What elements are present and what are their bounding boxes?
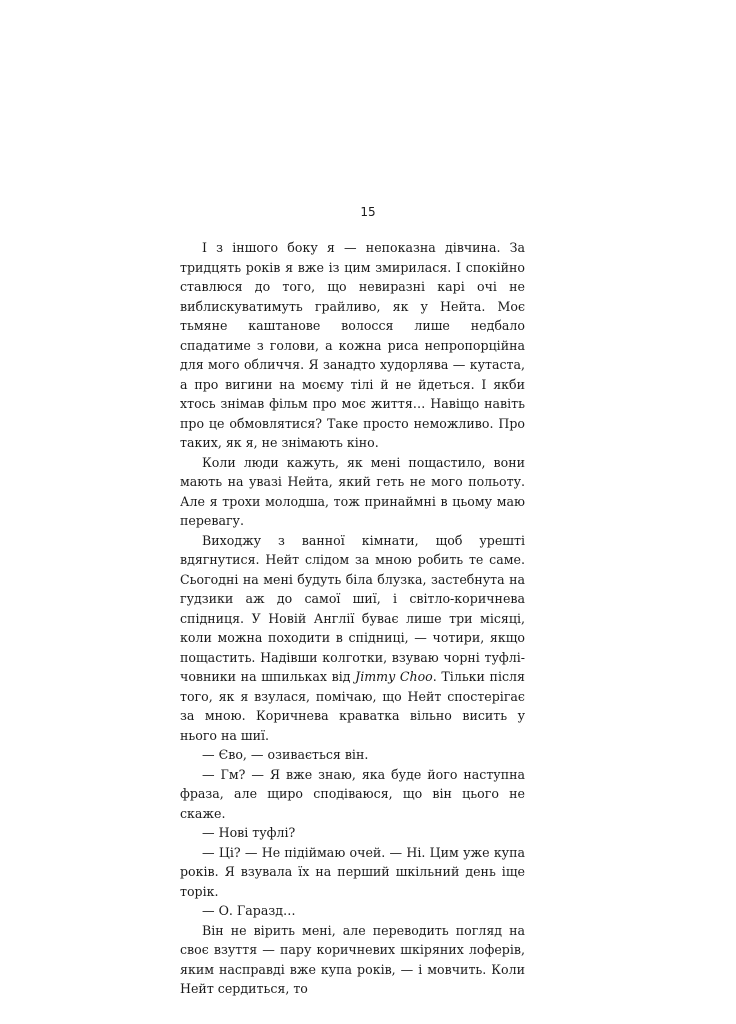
paragraph-5: — Гм? — Я вже знаю, яка буде його наступна фраза, але щиро сподіваюся, що він цього не скаже.	[180, 766, 525, 821]
page-number: 15	[360, 205, 376, 219]
brand-name: Jimmy Choo	[355, 669, 433, 684]
paragraph-6: — Нові туфлі?	[202, 825, 296, 840]
paragraph-7: — Ці? — Не підіймаю очей. — Ні. Цим уже купа років. Я взувала їх на перший шкільний день іще торік.	[180, 844, 525, 899]
paragraph-2: Коли люди кажуть, як мені пощастило, вони мають на увазі Нейта, який геть не мого польоту. Але я трохи молодша, тож принаймні в цьому маю перевагу.	[180, 454, 525, 528]
paragraph-9: Він не вірить мені, але переводить погляд на своє взуття — пару коричневих шкіряних лоферів, яким насправді вже купа років, — і мовчить. Коли Нейт сердиться, то	[180, 922, 525, 996]
paragraph-3-after: . Тільки після того, як я взулася, помічаю, що Нейт спостерігає за мною. Коричнева краватка вільно висить у нього на шиї.	[180, 669, 525, 743]
paragraph-3	[180, 531, 525, 746]
paragraph-3-before: Виходжу з ванної кімнати, щоб урешті вдягнутися. Нейт слідом за мною робить те саме. Сьогодні на мені будуть біла блузка, застебнута на гудзики аж до самої шиї, і світло-коричнева спідниця. У Новій Англії буває лише три місяці, коли можна походити в спідниці, — чотири, якщо пощастить. Надівши колготки, взуваю чорні туфлі-човники на шпильках від	[180, 532, 525, 684]
paragraph-4: — Єво, — озивається він.	[202, 747, 369, 762]
body-text	[180, 238, 525, 999]
paragraph-8: — О. Гаразд…	[202, 903, 296, 918]
paragraph-1: І з іншого боку я — непоказна дівчина. За тридцять років я вже із цим змирилася. І спокійно ставлюся до того, що невиразні карі очі не виблискуватимуть грайливо, як у Нейта. Моє тьмяне каштанове волосся лише недбало спадатиме з голови, а кожна риса непропорційна для мого обличчя. Я занадто худорлява — кутаста, а про вигини на моєму тілі й не йдеться. І якби хтось знімав фільм про моє життя… Навіщо навіть про це обмовлятися? Таке просто неможливо. Про таких, як я, не знімають кіно.	[180, 240, 525, 450]
